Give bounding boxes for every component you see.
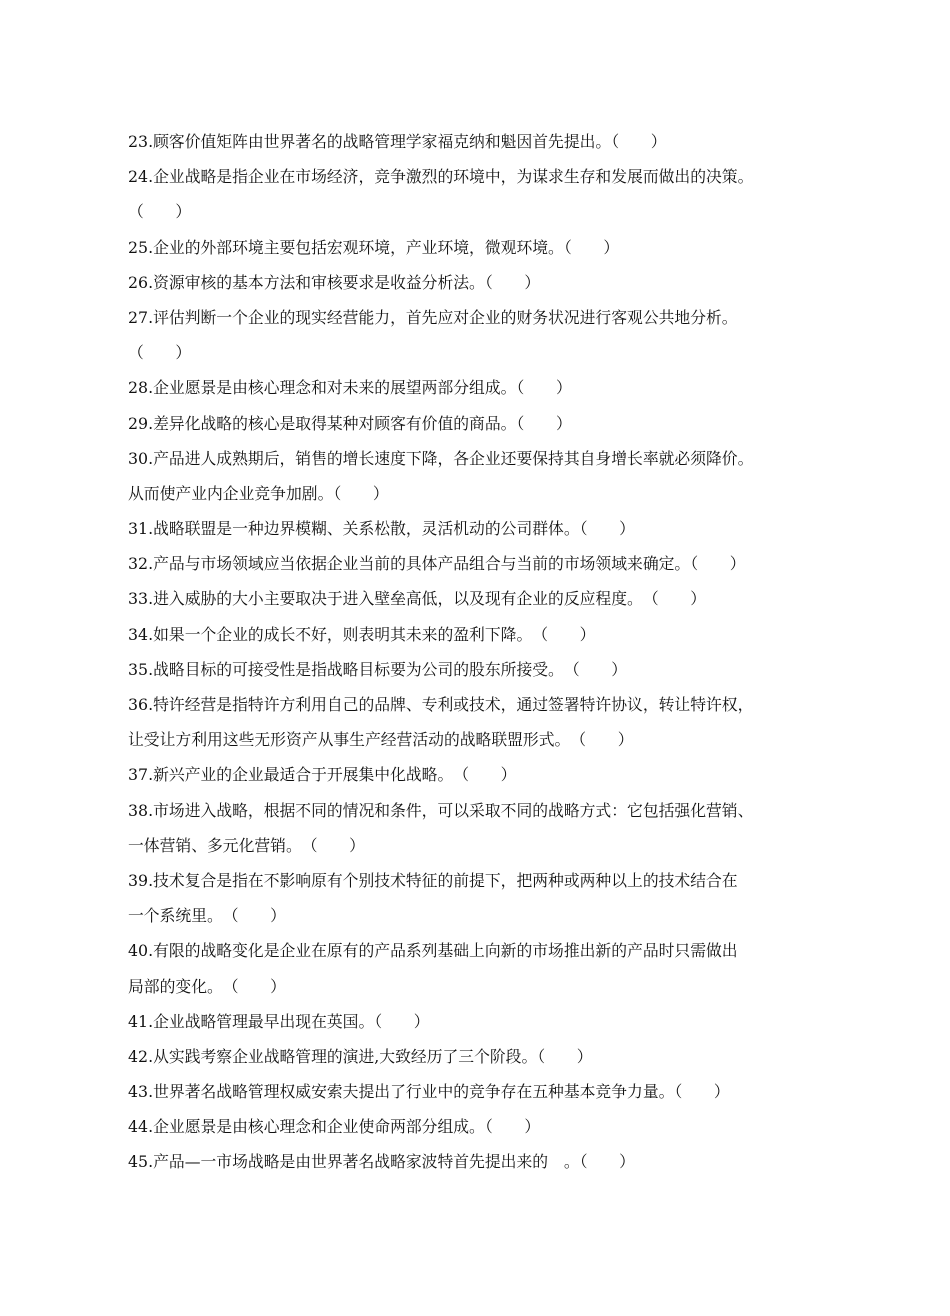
- question-40: 40.有限的战略变化是企业在原有的产品系列基础上向新的市场推出新的产品时只需做出: [128, 941, 738, 961]
- question-32: 32.产品与市场领域应当依据企业当前的具体产品组合与当前的市场领域来确定。（ ）: [128, 554, 746, 574]
- question-24-answer-blank: （ ）: [128, 202, 192, 222]
- question-37: 37.新兴产业的企业最适合于开展集中化战略。 （ ）: [128, 765, 517, 785]
- question-42: 42.从实践考察企业战略管理的演进,大致经历了三个阶段。（ ）: [128, 1046, 593, 1066]
- question-26: 26.资源审核的基本方法和审核要求是收益分析法。（ ）: [128, 272, 541, 292]
- question-40-continued: 局部的变化。 （ ）: [128, 976, 286, 996]
- question-23: 23.顾客价值矩阵由世界著名的战略管理学家福克纳和魁因首先提出。（ ）: [128, 132, 667, 151]
- document-page: [128, 124, 828, 1180]
- question-38: 38.市场进入战略，根据不同的情况和条件，可以采取不同的战略方式：它包括强化营销、: [128, 800, 754, 820]
- question-28: 28.企业愿景是由核心理念和对未来的展望两部分组成。（ ）: [128, 378, 572, 398]
- question-30: 30.产品进人成熟期后，销售的增长速度下降，各企业还要保持其自身增长率就必须降价。: [128, 448, 754, 468]
- question-34: 34.如果一个企业的成长不好，则表明其未来的盈利下降。 （ ）: [128, 624, 596, 644]
- question-27: 27.评估判断一个企业的现实经营能力，首先应对企业的财务状况进行客观公共地分析。: [128, 307, 738, 327]
- question-43: 43.世界著名战略管理权威安索夫提出了行业中的竞争存在五种基本竞争力量。（ ）: [128, 1082, 730, 1102]
- question-33: 33.进入威胁的大小主要取决于进入壁垒高低，以及现有企业的反应程度。 （ ）: [128, 589, 707, 609]
- question-39-continued: 一个系统里。 （ ）: [128, 906, 286, 926]
- question-30-continued: 从而使产业内企业竞争加剧。（ ）: [128, 483, 389, 503]
- question-45: 45.产品—一市场战略是由世界著名战略家波特首先提出来的 。（ ）: [128, 1152, 635, 1172]
- question-31: 31.战略联盟是一种边界模糊、关系松散，灵活机动的公司群体。（ ）: [128, 519, 635, 539]
- question-38-continued: 一体营销、多元化营销。 （ ）: [128, 835, 365, 855]
- question-44: 44.企业愿景是由核心理念和企业使命两部分组成。（ ）: [128, 1117, 541, 1137]
- question-25: 25.企业的外部环境主要包括宏观环境，产业环境，微观环境。（ ）: [128, 237, 620, 257]
- question-36: 36.特许经营是指特许方利用自己的品牌、专利或技术，通过签署特许协议，转让特许权，: [128, 695, 754, 714]
- question-27-answer-blank: （ ）: [128, 343, 192, 363]
- question-39: 39.技术复合是指在不影响原有个别技术特征的前提下，把两种或两种以上的技术结合在: [128, 870, 738, 890]
- question-36-continued: 让受让方利用这些无形资产从事生产经营活动的战略联盟形式。 （ ）: [128, 730, 634, 750]
- question-41: 41.企业战略管理最早出现在英国。（ ）: [128, 1011, 430, 1031]
- question-35: 35.战略目标的可接受性是指战略目标要为公司的股东所接受。 （ ）: [128, 659, 628, 679]
- question-24: 24.企业战略是指企业在市场经济，竞争激烈的环境中，为谋求生存和发展而做出的决策。: [128, 167, 754, 187]
- question-29: 29.差异化战略的核心是取得某种对顾客有价值的商品。（ ）: [128, 413, 572, 433]
